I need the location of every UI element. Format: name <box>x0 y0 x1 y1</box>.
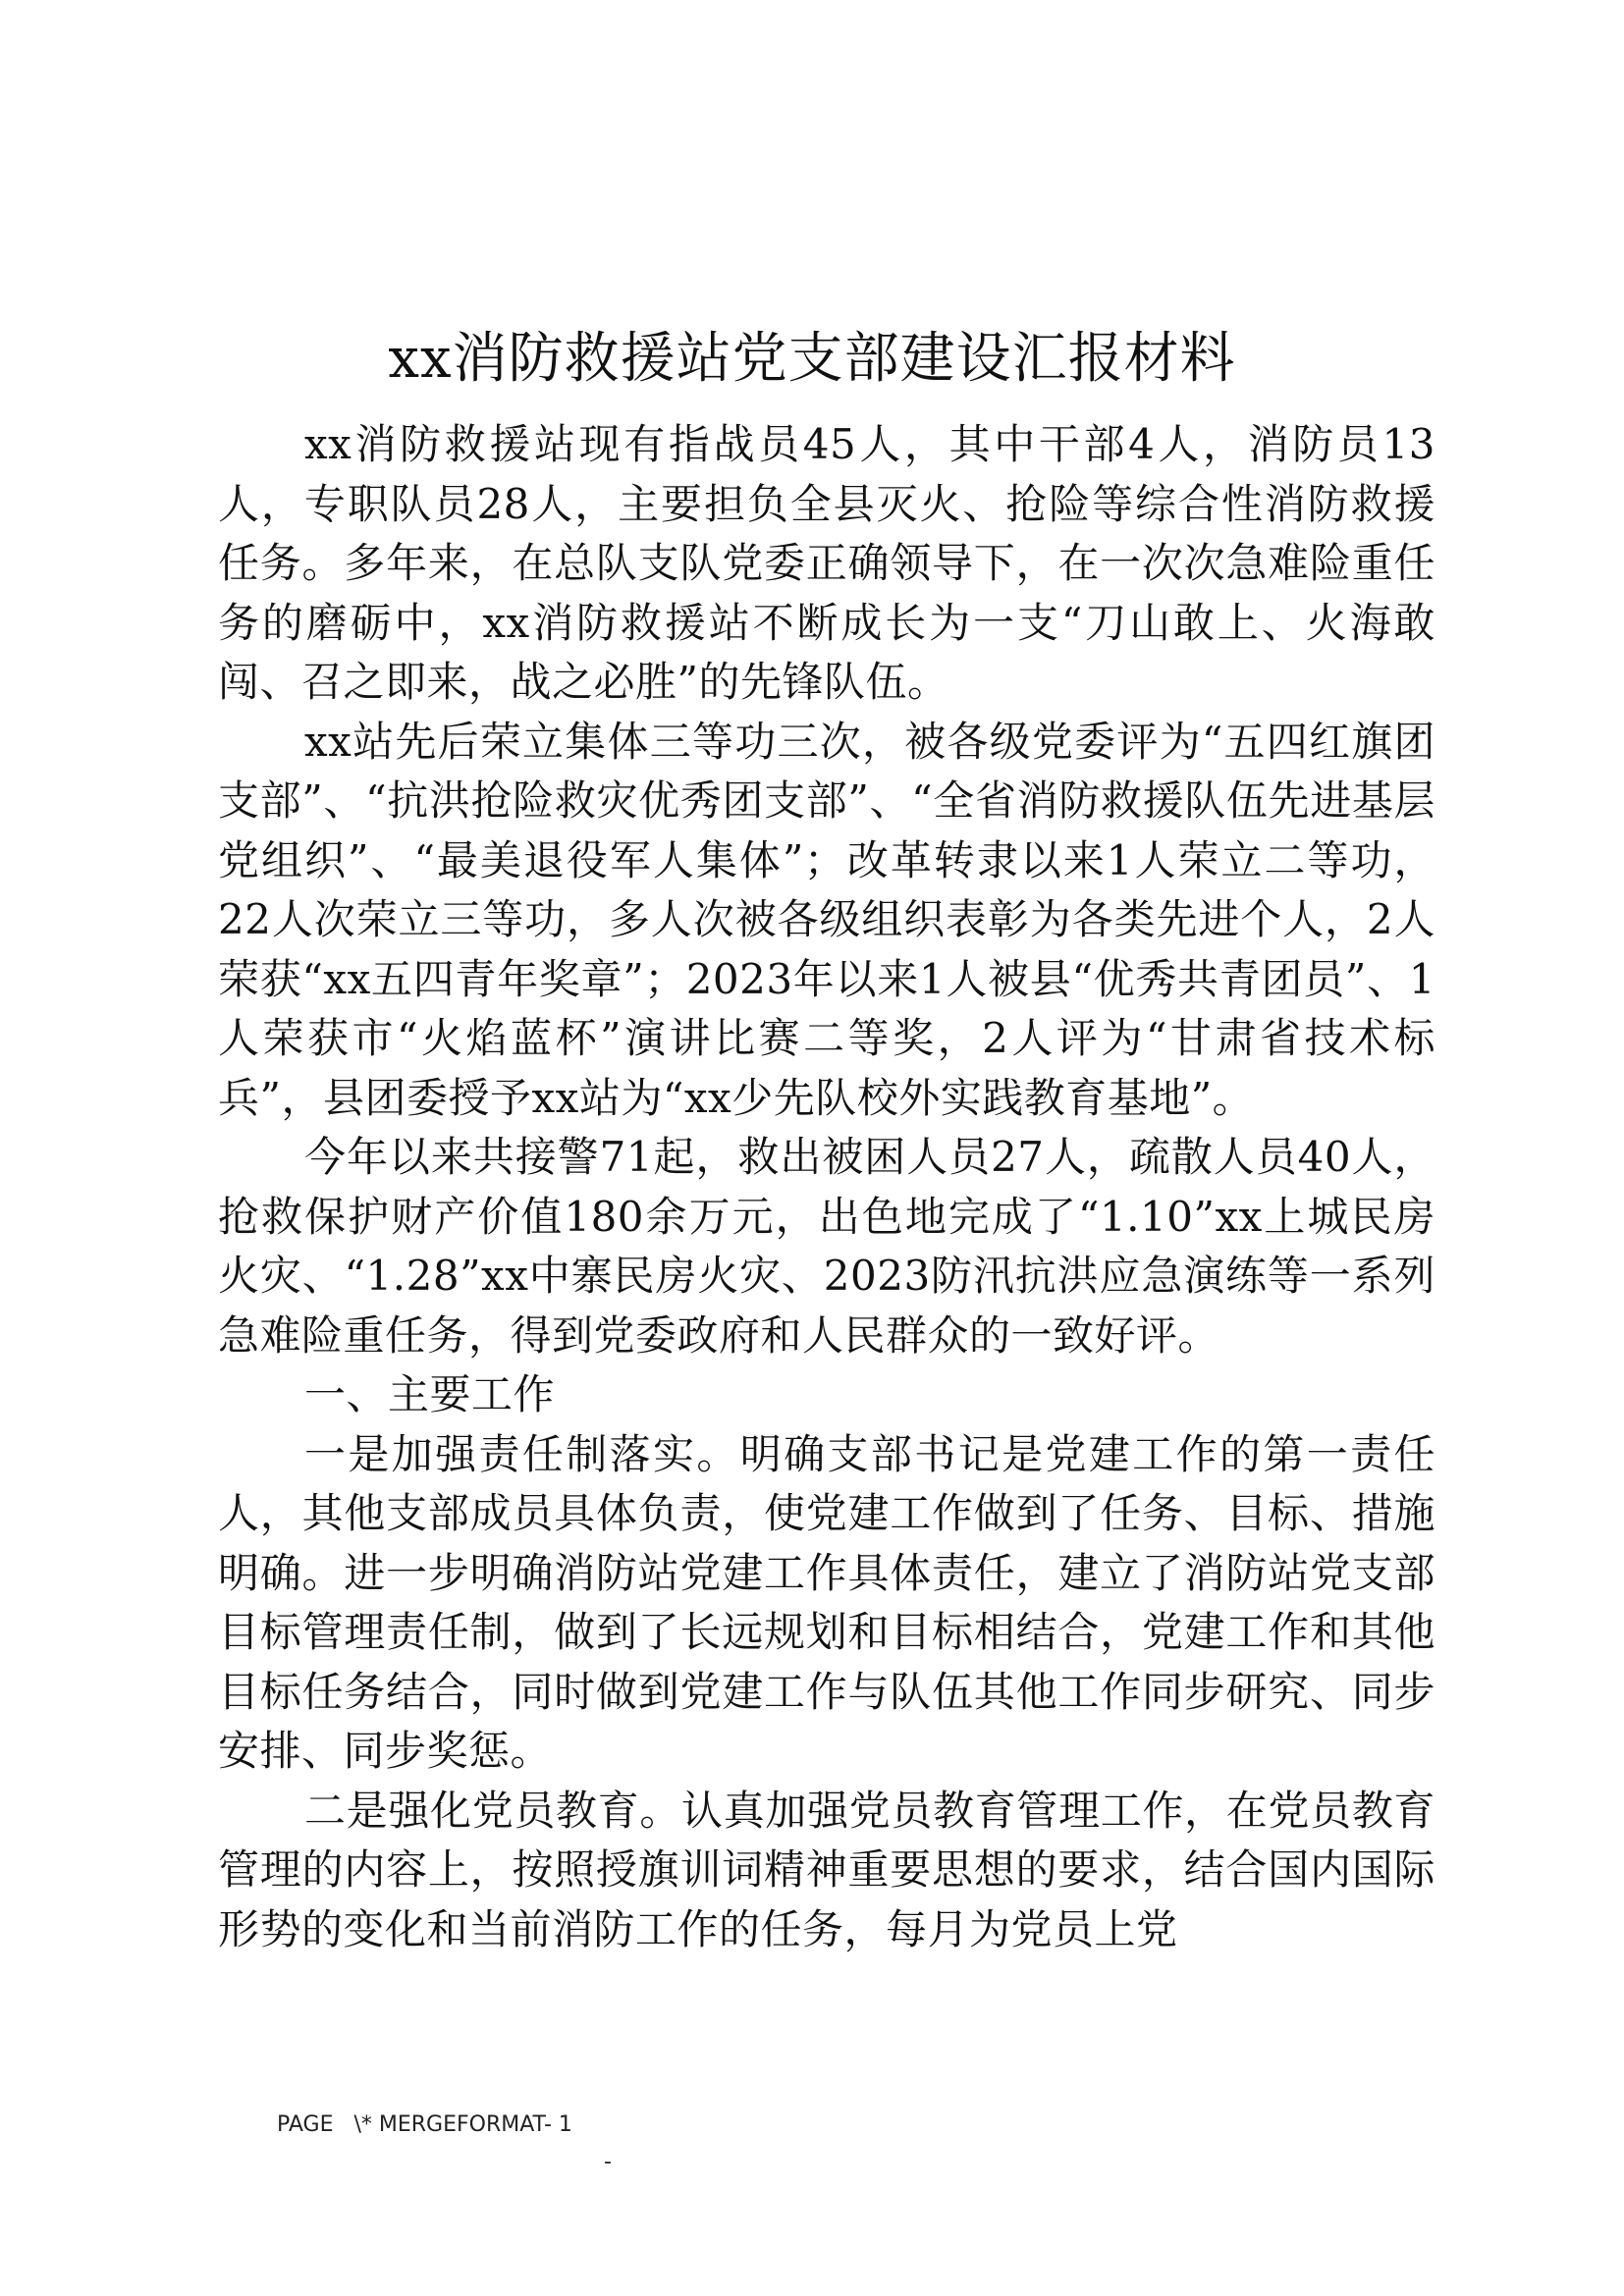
page-footer-field-code: PAGE \* MERGEFORMAT- 1 <box>277 2112 572 2137</box>
page-footer-dash: - <box>604 2150 612 2174</box>
paragraph-intro: xx消防救援站现有指战员45人，其中干部4人，消防员13人，专职队员28人，主要担负全县灭火、抢险等综合性消防救援任务。多年来，在总队支队党委正确领导下，在一次次急难险重任务的磨砺中，xx消防救援站不断成长为一支“刀山敢上、火海敢闯、召之即来，战之必胜”的先锋队伍。 <box>218 420 1435 706</box>
section-heading-main-work: 一、主要工作 <box>304 1370 556 1418</box>
document-body <box>218 415 1435 1959</box>
paragraph-honors: xx站先后荣立集体三等功三次，被各级党委评为“五四红旗团支部”、“抗洪抢险救灾优秀团支部”、“全省消防救援队伍先进基层党组织”、“最美退役军人集体”；改革转隶以来1人荣立二等功，22人次荣立三等功，多人次被各级组织表彰为各类先进个人，2人荣获“xx五四青年奖章”；2023年以来1人被县“优秀共青团员”、1人荣获市“火焰蓝杯”演讲比赛二等奖，2人评为“甘肃省技术标兵”，县团委授予xx站为“xx少先队校外实践教育基地”。 <box>218 717 1435 1122</box>
paragraph-responsibility: 一是加强责任制落实。明确支部书记是党建工作的第一责任人，其他支部成员具体负责，使党建工作做到了任务、目标、措施明确。进一步明确消防站党建工作具体责任，建立了消防站党支部目标管理责任制，做到了长远规划和目标相结合，党建工作和其他目标任务结合，同时做到党建工作与队伍其他工作同步研究、同步安排、同步奖惩。 <box>218 1429 1435 1775</box>
paragraph-statistics: 今年以来共接警71起，救出被困人员27人，疏散人员40人，抢救保护财产价值180余万元，出色地完成了“1.10”xx上城民房火灾、“1.28”xx中寨民房火灾、2023防汛抗洪应急演练等一系列急难险重任务，得到党委政府和人民群众的一致好评。 <box>218 1133 1435 1360</box>
document-title: xx消防救援站党支部建设汇报材料 <box>388 327 1236 391</box>
paragraph-education: 二是强化党员教育。认真加强党员教育管理工作，在党员教育管理的内容上，按照授旗训词精神重要思想的要求，结合国内国际形势的变化和当前消防工作的任务，每月为党员上党 <box>218 1786 1435 1953</box>
